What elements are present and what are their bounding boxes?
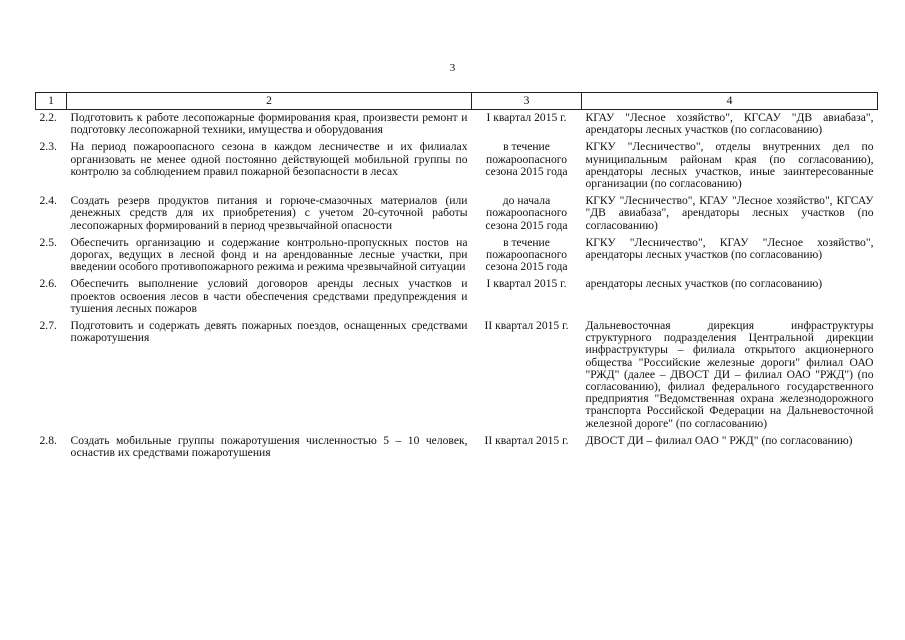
header-col-3: 3 (472, 93, 582, 110)
row-task: Обеспечить выполнение условий договоров аренды лесных участков и проектов освоения лесов в части обеспечения средствами предупреждения и тушения лесных пожаров (70, 277, 468, 315)
header-col-1: 1 (36, 93, 67, 110)
row-term: в течение пожароопасного сезона 2015 года (485, 140, 568, 178)
row-task: Подготовить и содержать девять пожарных поездов, оснащенных средствами пожаротушения (70, 319, 468, 345)
row-responsible: Дальневосточная дирекция инфраструктуры структурного подразделения Центральной дирекции инфраструктуры – филиала открытого акционерного общества "Российские железные дороги" филиал ОАО "РЖД" (далее – ДВОСТ ДИ – филиал ОАО "РЖД") (по согласованию), филиал федерального государственного предприятия "Ведомственная охрана железнодорожного транспорта Российской Федерации на Дальневосточной железной дороге" (по согласованию) (585, 319, 874, 430)
table-row (36, 433, 878, 462)
table-row (36, 139, 878, 193)
row-number: 2.4. (39, 194, 57, 208)
row-term: II квартал 2015 г. (484, 319, 569, 333)
row-term: до начала пожароопасного сезона 2015 года (485, 194, 568, 232)
row-number: 2.3. (39, 140, 57, 154)
row-task: Создать резерв продуктов питания и горюче-смазочных материалов (или денежных средств для их приобретения) с учетом 20-суточной работы лесопожарных формирований в период чрезвычайной опасности (70, 194, 468, 232)
table-row (36, 318, 878, 433)
table-row (36, 235, 878, 277)
row-term: в течение пожароопасного сезона 2015 года (485, 235, 568, 274)
row-responsible: арендаторы лесных участков (по согласованию) (585, 277, 823, 291)
row-term: I квартал 2015 г. (486, 277, 567, 291)
measures-table (35, 92, 878, 462)
table-row (36, 110, 878, 140)
table-row (36, 193, 878, 235)
row-task: Подготовить к работе лесопожарные формирования края, произвести ремонт и подготовку лесопожарной техники, имущества и оборудования (70, 111, 468, 137)
row-number: 2.7. (39, 319, 57, 333)
row-responsible: КГКУ "Лесничество", отделы внутренних дел по муниципальным районам края (по согласованию), арендаторы лесных участков, иные заинтересованные организации (по согласованию) (585, 140, 874, 191)
page-number: 3 (449, 62, 456, 74)
row-number: 2.6. (39, 277, 57, 291)
row-task: На период пожароопасного сезона в каждом лесничестве и их филиалах организовать не менее одной постоянно действующей мобильной группы по контролю за соблюдением правил пожарной безопасности в лесах (70, 140, 468, 178)
row-number: 2.8. (39, 433, 57, 447)
row-number: 2.5. (39, 235, 57, 249)
row-task: Создать мобильные группы пожаротушения численностью 5 – 10 человек, оснастив их средствами пожаротушения (70, 433, 468, 460)
header-col-4: 4 (582, 93, 878, 110)
header-col-2: 2 (67, 93, 472, 110)
row-term: II квартал 2015 г. (484, 433, 569, 447)
row-responsible: ДВОСТ ДИ – филиал ОАО " РЖД" (по согласованию) (585, 433, 853, 447)
table-row (36, 276, 878, 318)
row-responsible: КГАУ "Лесное хозяйство", КГСАУ "ДВ авиабаза", арендаторы лесных участков (по согласованию) (585, 111, 874, 137)
table-header-row (36, 93, 878, 110)
row-responsible: КГКУ "Лесничество", КГАУ "Лесное хозяйство", арендаторы лесных участков (по согласованию) (585, 235, 874, 262)
row-task: Обеспечить организацию и содержание контрольно-пропускных постов на дорогах, ведущих в лесной фонд и на арендованные лесные участки, при введении особого противопожарного режима и режима чрезвычайной ситуации (70, 235, 468, 274)
row-responsible: КГКУ "Лесничество", КГАУ "Лесное хозяйство", КГСАУ "ДВ авиабаза", арендаторы лесных участков (по согласованию) (585, 194, 874, 232)
row-term: I квартал 2015 г. (486, 111, 567, 124)
row-number: 2.2. (39, 111, 57, 124)
